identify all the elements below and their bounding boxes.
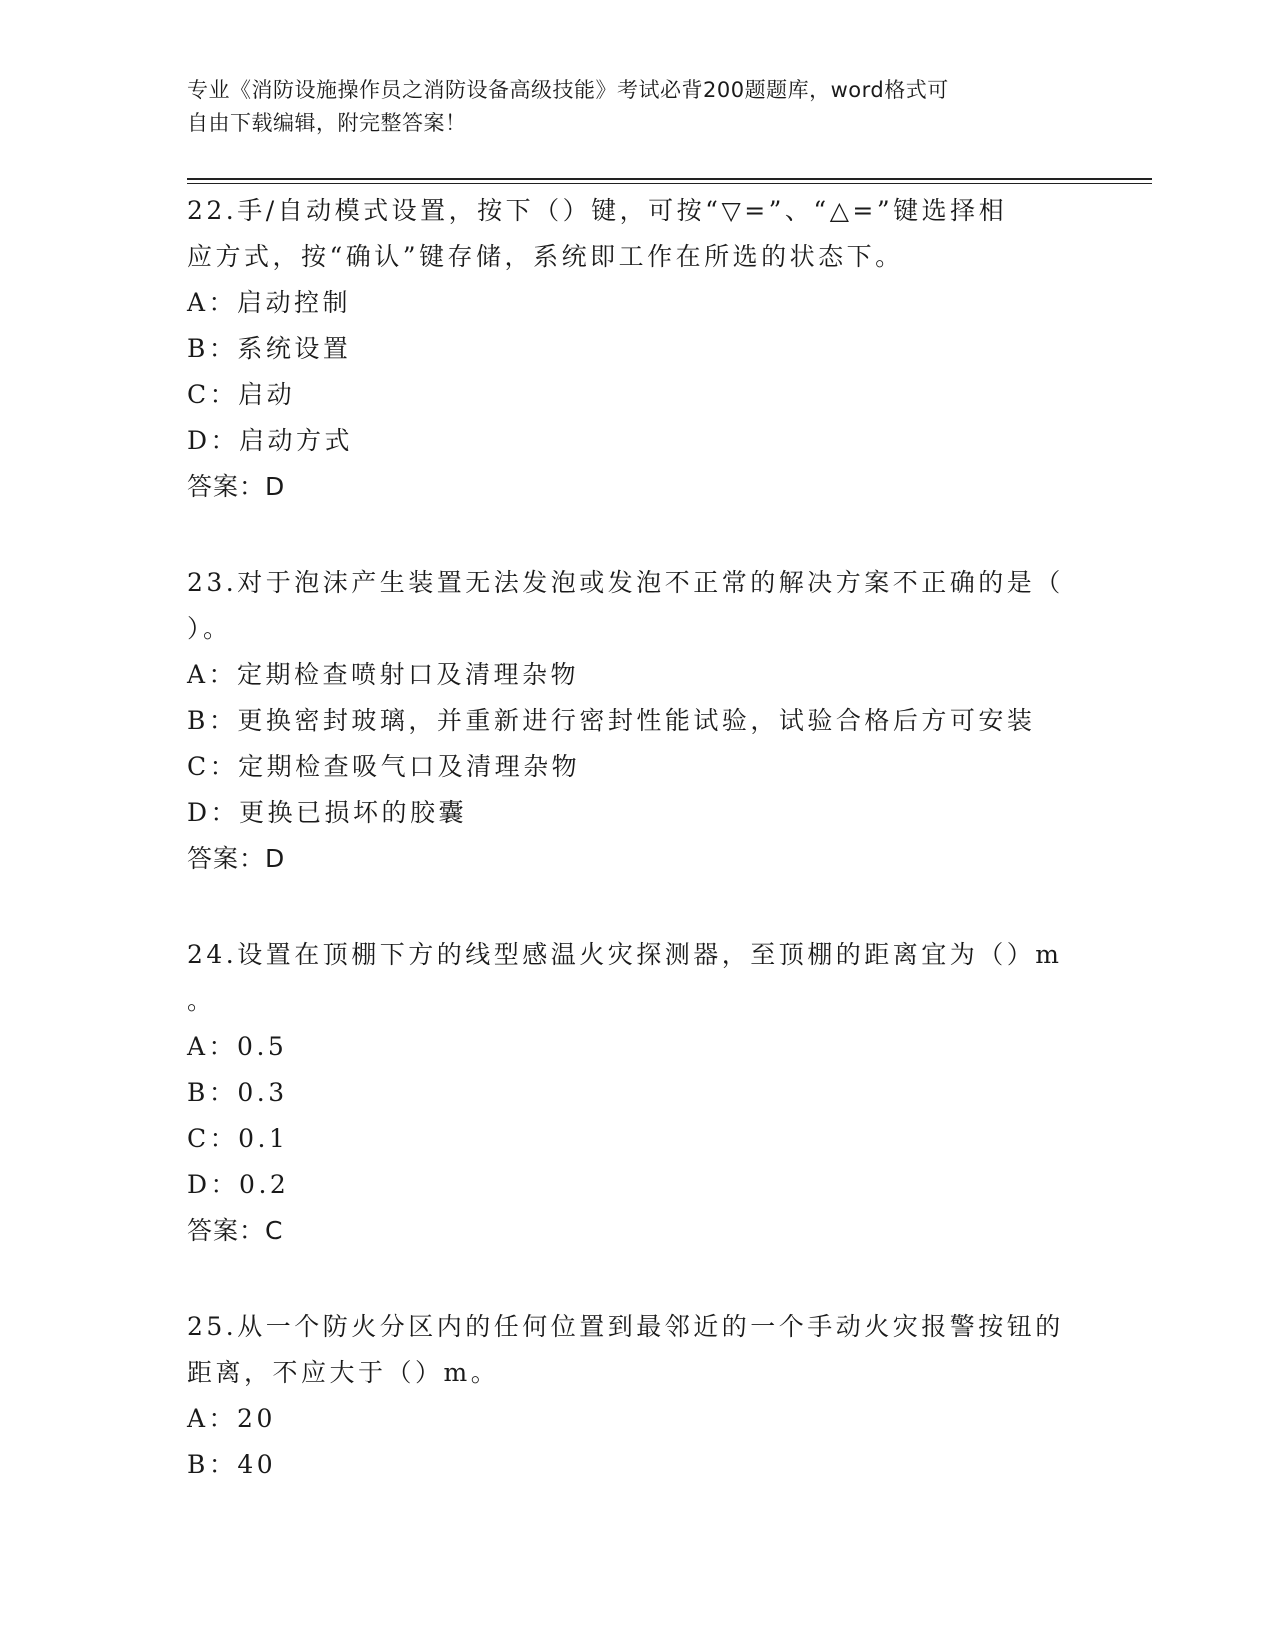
document-header [187, 74, 1067, 140]
option-d: D：更换已损坏的胶囊 [187, 798, 468, 827]
question-list [187, 188, 1087, 1538]
answer: 答案：D [187, 472, 286, 501]
option-d: D：启动方式 [187, 426, 354, 455]
answer: 答案：D [187, 844, 286, 873]
option-c: C：0.1 [187, 1124, 289, 1153]
header-divider-thin [187, 183, 1152, 184]
question-stem [187, 1304, 1067, 1396]
option-b: B：40 [187, 1450, 277, 1479]
question-stem [187, 188, 1067, 280]
stem-line: 。 [187, 986, 216, 1015]
option-d: D：0.2 [187, 1170, 290, 1199]
question-22 [187, 188, 1087, 510]
option-a: A：定期检查喷射口及清理杂物 [187, 660, 580, 689]
stem-line: 22.手/自动模式设置，按下（）键，可按“▽=”、“△=”键选择相 [187, 196, 1008, 225]
option-a: A：20 [187, 1404, 276, 1433]
header-line-1: 专业《消防设施操作员之消防设备高级技能》考试必背200题题库，word格式可 [187, 78, 949, 102]
header-line-2: 自由下载编辑，附完整答案！ [187, 111, 467, 135]
stem-line: 25.从一个防火分区内的任何位置到最邻近的一个手动火灾报警按钮的 [187, 1312, 1064, 1341]
stem-line: ）。 [187, 614, 232, 643]
question-25 [187, 1304, 1087, 1488]
option-a: A：0.5 [187, 1032, 288, 1061]
option-c: C：启动 [187, 380, 296, 409]
stem-line: 24.设置在顶棚下方的线型感温火灾探测器，至顶棚的距离宜为（）m [187, 940, 1063, 969]
question-stem [187, 932, 1067, 1024]
question-23 [187, 560, 1087, 882]
option-c: C：定期检查吸气口及清理杂物 [187, 752, 581, 781]
stem-line: 23.对于泡沫产生装置无法发泡或发泡不正常的解决方案不正确的是（ [187, 568, 1064, 597]
header-divider-thick [187, 178, 1152, 180]
option-b: B：系统设置 [187, 334, 352, 363]
question-stem [187, 560, 1067, 652]
answer: 答案：C [187, 1216, 284, 1245]
stem-line: 应方式，按“确认”键存储，系统即工作在所选的状态下。 [187, 242, 904, 271]
question-24 [187, 932, 1087, 1254]
stem-line: 距离，不应大于（）m。 [187, 1358, 500, 1387]
option-b: B：0.3 [187, 1078, 288, 1107]
option-a: A：启动控制 [187, 288, 352, 317]
option-b: B：更换密封玻璃，并重新进行密封性能试验，试验合格后方可安装 [187, 706, 1036, 735]
